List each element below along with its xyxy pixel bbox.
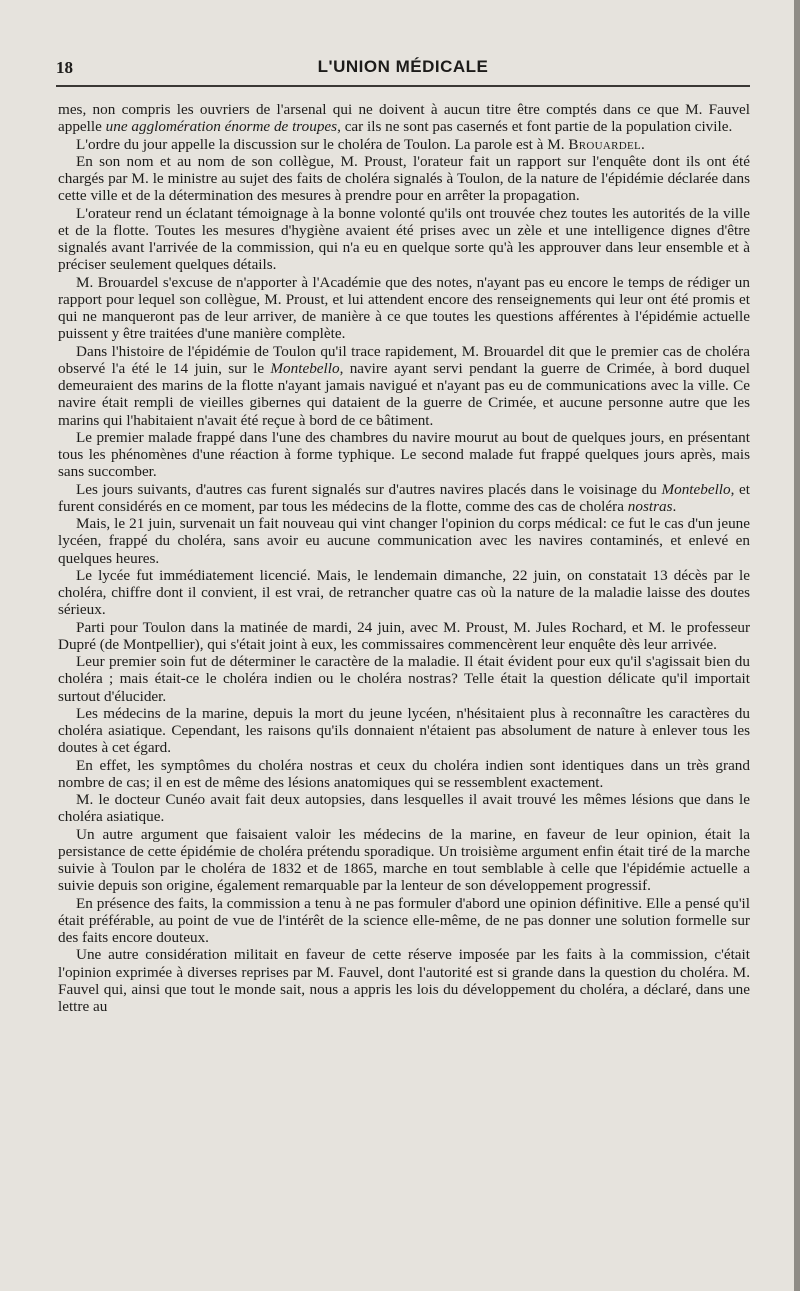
text-run: , car ils ne sont pas casernés et font partie de la population civile. (337, 118, 733, 136)
text-run: , navire ayant servi pendant la guerre de Crimée, à bord duquel demeuraient des marins de la flotte n'ayant jamais navigué et n'ayant pas eu de communications avec la ville. Ce navire était rempli de vieilles gibernes qui dataient de la guerre de Crimée, et aucune personne autre que les marins qui l'habitaient n'avait été reçue à bord de ce bâtiment. (58, 359, 750, 429)
text-run: mes, non compris les ouvriers de l'arsenal qui ne doivent à aucun titre être comptés dans ce que M. Fauvel appelle (58, 101, 750, 136)
text-run: Un autre argument que faisaient valoir les médecins de la marine, en faveur de leur opinion, était la persistance de cette épidémie de choléra prétendu sporadique. Un troisième argument enfin était tiré de la marche suivie à Toulon par le choléra de 1832 et de 1865, marche en tout semblable à celle que l'épidémie actuelle a suivie depuis son origine, également remarquable par la lenteur de son développement progressif. (58, 825, 750, 895)
text-run: . (672, 497, 677, 515)
paragraph (58, 205, 750, 274)
paragraph (58, 274, 750, 343)
journal-title: L'UNION MÉDICALE (317, 57, 489, 76)
text-run: Les jours suivants, d'autres cas furent signalés sur d'autres navires placés dans le voisinage du (76, 480, 662, 498)
header-rule (56, 85, 750, 87)
paragraph (58, 791, 750, 826)
page-number: 18 (56, 58, 73, 77)
paragraph (58, 826, 750, 895)
paragraph (58, 481, 750, 516)
text-run: En présence des faits, la commission a tenu à ne pas formuler d'abord une opinion définitive. Elle a pensé qu'il était préférable, au point de vue de l'intérêt de la science elle-même, de ne pas donner une solution formelle sur des faits encore douteux. (58, 894, 750, 946)
text-run: Le lycée fut immédiatement licencié. Mais, le lendemain dimanche, 22 juin, on constatait 13 décès par le choléra, chiffre dont il convient, il est vrai, de retrancher quatre cas où la nature de la maladie laisse des doutes sérieux. (58, 566, 750, 619)
paragraph (58, 343, 750, 429)
italic-text: nostras (627, 497, 673, 515)
text-run: , et furent considérés en ce moment, par tous les médecins de la flotte, comme des cas de choléra (58, 480, 750, 515)
italic-text: Montebello (270, 359, 340, 377)
text-run: M. Brouardel s'excuse de n'apporter à l'Académie que des notes, n'ayant pas eu encore le temps de rédiger un rapport pour lequel son collègue, M. Proust, et lui attendent encore des renseignements qui leur ont été promis et qui ne manqueront pas de leur arriver, de manière à ce que toutes les questions afférentes à l'épidémie actuelle puissent y être traitées d'une manière complète. (58, 273, 750, 343)
text-run: Le premier malade frappé dans l'une des chambres du navire mourut au bout de quelques jours, en présentant tous les phénomènes d'une réaction à forme typhique. Le second malade fut frappé quelques jours après, mais sans succomber. (58, 428, 750, 481)
text-run: Mais, le 21 juin, survenait un fait nouveau qui vint changer l'opinion du corps médical: ce fut le cas d'un jeune lycéen, frappé du choléra, sans avoir eu aucune communication avec les navires contaminés, et enlevé en quelques heures. (58, 515, 750, 567)
text-run: Une autre considération militait en faveur de cette réserve imposée par les faits à la commission, c'était l'opinion exprimée à diverses reprises par M. Fauvel, dont l'autorité est si grande dans la question du choléra. M. Fauvel qui, ainsi que tout le monde sait, nous a appris les lois du développement du choléra, a déclaré, dans une lettre au (58, 946, 750, 1015)
paragraph (58, 653, 750, 705)
italic-text: Montebello (661, 480, 731, 498)
page-edge-shadow (794, 0, 800, 1291)
text-run: L'ordre du jour appelle la discussion sur le choléra de Toulon. La parole est à M. (76, 135, 569, 153)
text-run: . (641, 135, 645, 153)
article-body (58, 101, 750, 1015)
paragraph (58, 136, 750, 153)
paragraph (58, 101, 750, 136)
italic-text: une agglomération énorme de troupes (105, 118, 338, 136)
paragraph (58, 946, 750, 1015)
text-run: Les médecins de la marine, depuis la mort du jeune lycéen, n'hésitaient plus à reconnaître les caractères du choléra asiatique. Cependant, les raisons qu'ils donnaient n'étaient pas absolument de nature à enlever tous les doutes à cet égard. (58, 704, 750, 757)
paragraph (58, 895, 750, 947)
text-run: En son nom et au nom de son collègue, M. Proust, l'orateur fait un rapport sur l'enquête dont ils ont été chargés par M. le ministre au sujet des faits de choléra signalés à Toulon, de la nature de l'épidémie déclarée dans cette ville et de la détermination des mesures à prendre pour en arrêter la propagation. (58, 152, 750, 205)
text-run: Leur premier soin fut de déterminer le caractère de la maladie. Il était évident pour eux qu'il s'agissait bien du choléra ; mais était-ce le choléra indien ou le choléra nostras? Telle était la question délicate qu'il importait surtout d'élucider. (58, 653, 750, 705)
paragraph (58, 757, 750, 792)
text-run: Parti pour Toulon dans la matinée de mardi, 24 juin, avec M. Proust, M. Jules Rochard, et M. le professeur Dupré (de Montpellier), qui s'était joint à eux, les commissaires commencèrent leur enquête dès leur arrivée. (58, 618, 750, 653)
paragraph (58, 567, 750, 619)
paragraph (58, 705, 750, 757)
paragraph (58, 153, 750, 205)
text-run: L'orateur rend un éclatant témoignage à la bonne volonté qu'ils ont trouvée chez toutes les autorités de la ville et de la flotte. Toutes les mesures d'hygiène avaient été prises avec un zèle et une intelligence dignes d'être signalés avant l'arrivée de la commission, qui n'a eu en quelque sorte qu'à les approuver dans leur ensemble et à préciser seulement quelques détails. (58, 204, 750, 274)
text-run: Dans l'histoire de l'épidémie de Toulon qu'il trace rapidement, M. Brouardel dit que le premier cas de choléra observé l'a été le 14 juin, sur le (58, 342, 750, 377)
text-run: En effet, les symptômes du choléra nostras et ceux du choléra indien sont identiques dans un très grand nombre de cas; il en est de même des lésions anatomiques qui se ressemblent exactement. (58, 756, 750, 791)
text-run: M. le docteur Cunéo avait fait deux autopsies, dans lesquelles il avait trouvé les mêmes lésions que dans le choléra asiatique. (58, 791, 750, 826)
paragraph (58, 619, 750, 654)
smallcaps-name: Brouardel (568, 135, 642, 153)
paragraph (58, 429, 750, 481)
page-header (56, 52, 750, 86)
paragraph (58, 515, 750, 567)
